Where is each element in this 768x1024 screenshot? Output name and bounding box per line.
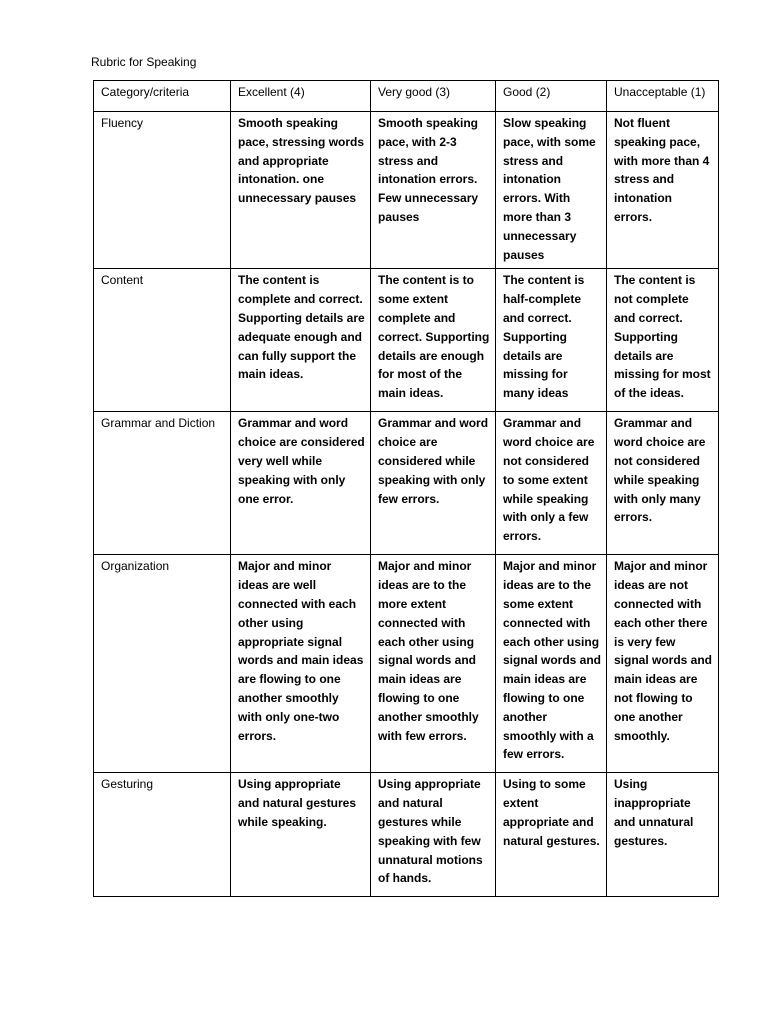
table-cell: Not fluent speaking pace, with more than 4 stress and intonation errors.: [607, 112, 719, 269]
table-cell: Smooth speaking pace, with 2-3 stress and intonation errors. Few unnecessary pauses: [371, 112, 496, 269]
table-cell: The content is not complete and correct. Supporting details are missing for most of the ideas.: [607, 269, 719, 412]
table-row: [94, 555, 719, 773]
table-cell: Using to some extent appropriate and natural gestures.: [496, 773, 607, 897]
table-cell: Grammar and word choice are not considered to some extent while speaking with only a few errors.: [496, 412, 607, 555]
table-cell: Slow speaking pace, with some stress and intonation errors. With more than 3 unnecessary pauses: [496, 112, 607, 269]
table-row: [94, 773, 719, 897]
header-cell-unacceptable: Unacceptable (1): [607, 81, 719, 112]
row-label-fluency: Fluency: [94, 112, 231, 269]
table-cell: Using inappropriate and unnatural gestures.: [607, 773, 719, 897]
header-row: [94, 81, 719, 112]
table-row: [94, 412, 719, 555]
rubric-table: [93, 80, 719, 897]
table-cell: Grammar and word choice are not considered while speaking with only many errors.: [607, 412, 719, 555]
row-label-organization: Organization: [94, 555, 231, 773]
table-cell: Grammar and word choice are considered very well while speaking with only one error.: [231, 412, 371, 555]
table-cell: Grammar and word choice are considered while speaking with only few errors.: [371, 412, 496, 555]
table-cell: Smooth speaking pace, stressing words and appropriate intonation. one unnecessary pauses: [231, 112, 371, 269]
row-label-gesturing: Gesturing: [94, 773, 231, 897]
document-title: Rubric for Speaking: [91, 55, 197, 69]
table-cell: Major and minor ideas are well connected with each other using appropriate signal words and main ideas are flowing to one another smoothly with only one-two errors.: [231, 555, 371, 773]
table-cell: The content is to some extent complete and correct. Supporting details are enough for most of the main ideas.: [371, 269, 496, 412]
table-cell: Major and minor ideas are to the some extent connected with each other using signal words and main ideas are flowing to one another smoothly with a few errors.: [496, 555, 607, 773]
table-cell: Major and minor ideas are not connected with each other there is very few signal words and main ideas are not flowing to one another smoothly.: [607, 555, 719, 773]
table-row: [94, 112, 719, 269]
table-cell: Using appropriate and natural gestures while speaking with few unnatural motions of hands.: [371, 773, 496, 897]
table-cell: Major and minor ideas are to the more extent connected with each other using signal words and main ideas are flowing to one another smoothly with few errors.: [371, 555, 496, 773]
row-label-grammar-and-diction: Grammar and Diction: [94, 412, 231, 555]
table-cell: Using appropriate and natural gestures while speaking.: [231, 773, 371, 897]
header-cell-excellent: Excellent (4): [231, 81, 371, 112]
header-cell-good: Good (2): [496, 81, 607, 112]
table-cell: The content is half-complete and correct. Supporting details are missing for many ideas: [496, 269, 607, 412]
header-cell-category: Category/criteria: [94, 81, 231, 112]
table-row: [94, 269, 719, 412]
header-cell-very-good: Very good (3): [371, 81, 496, 112]
table-cell: The content is complete and correct. Supporting details are adequate enough and can fully support the main ideas.: [231, 269, 371, 412]
row-label-content: Content: [94, 269, 231, 412]
